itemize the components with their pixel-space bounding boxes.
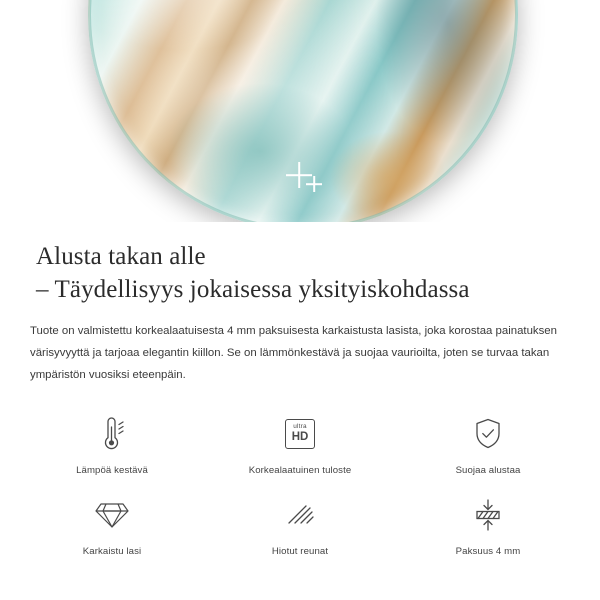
feature-item-tempered-glass <box>18 494 206 557</box>
feature-item-thickness <box>394 494 582 557</box>
feature-label: Suojaa alustaa <box>455 464 521 476</box>
ultra-hd-badge-top: ultra <box>293 423 307 431</box>
feature-label: Paksuus 4 mm <box>455 545 521 557</box>
feature-label: Korkealaatuinen tuloste <box>248 464 352 476</box>
polished-edges-icon <box>283 494 317 536</box>
ultra-hd-icon <box>285 413 315 455</box>
headline-line-2: – Täydellisyys jokaisessa yksityiskohdassa <box>36 276 470 303</box>
shield-check-icon <box>471 413 505 455</box>
feature-label: Hiotut reunat <box>271 545 329 557</box>
feature-item-heat-resistant <box>18 413 206 476</box>
page-title <box>36 240 564 306</box>
feature-item-protects-surface <box>394 413 582 476</box>
feature-grid <box>18 413 582 557</box>
thickness-icon <box>471 494 505 536</box>
feature-item-high-quality-print <box>206 413 394 476</box>
feature-label: Karkaistu lasi <box>82 545 142 557</box>
marble-glass-plate-image <box>88 0 518 222</box>
feature-item-polished-edges <box>206 494 394 557</box>
description-paragraph: Tuote on valmistettu korkealaatuisesta 4 mm paksuisesta karkaistusta lasista, joka korostaa painatuksen värisyvyyttä ja tarjoaa elegantin kiillon. Se on lämmönkestävä ja suojaa vaurioilta, joten se turvaa takan ympäristön vuosiksi eteenpäin. <box>30 325 557 382</box>
hero-image <box>0 0 600 222</box>
diamond-icon <box>94 494 130 536</box>
thermometer-icon <box>95 413 129 455</box>
ultra-hd-badge-bottom: HD <box>291 430 309 443</box>
feature-label: Lämpöä kestävä <box>76 464 148 476</box>
headline-line-1: Alusta takan alle <box>36 243 206 270</box>
